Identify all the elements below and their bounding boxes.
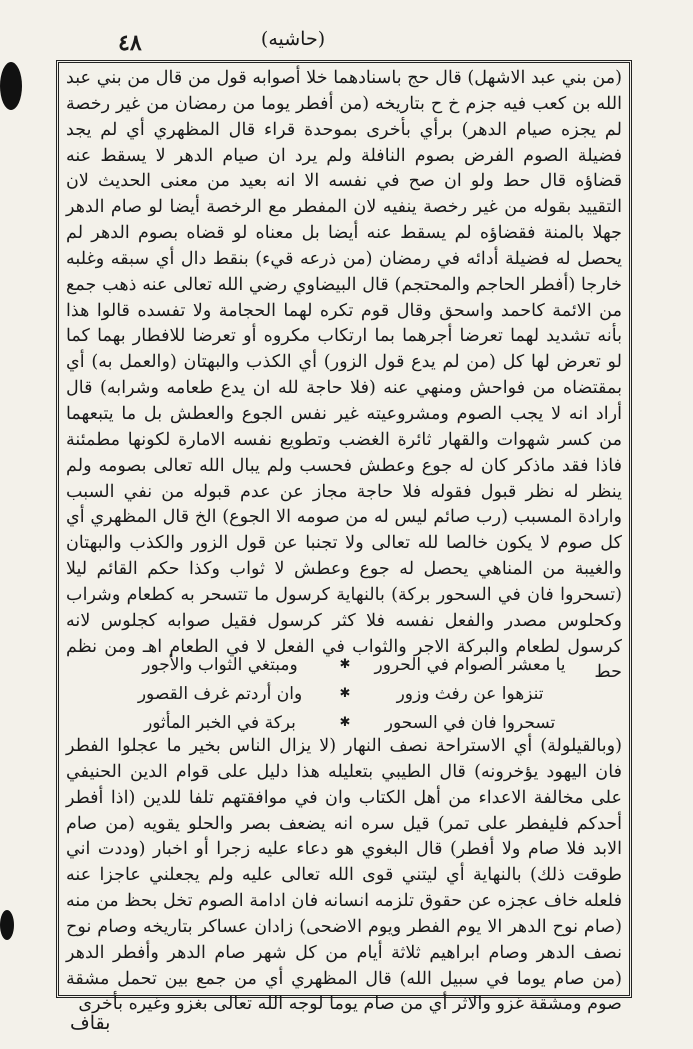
- verse-hemistich-first: يا معشر الصوام في الحرور: [374, 654, 566, 675]
- verse-hemistich-first: تسحروا فان في السحور: [384, 712, 556, 733]
- catchword: بقاف: [70, 1012, 111, 1034]
- poem-block: [120, 650, 570, 737]
- ink-blot-top: [0, 62, 22, 110]
- commentary-text-upper: [66, 66, 622, 686]
- poem-verse: [120, 708, 570, 737]
- commentary-paragraph-lower: (وبالقيلولة) أي الاستراحة نصف النهار (لا يزال الناس بخير ما عجلوا الفطر فان اليهود يؤخرونه) قال الطيبي بتعليله هذا دليل على قوام الدين الحنيفي على مخالفة الاعداء من أهل الكتاب وان في موافقتهم تلفا للدين (اذا أفطر أحدكم فليفطر على تمر) قيل سره انه يضعف بصر والحلو يقويه (من صام الابد فلا صام ولا أفطر) قال البغوي هو دعاء عليه زجرا أو اخبار (وددت اني طوقت ذلك) بالنهاية أي ليتني قوى الله تعالى عليه ولم يجعلني عاجزا عنه فلعله خاف عجزه عن حقوق تلزمه انسانه فان ادامة الصوم تخل بحظ من منه (صام نوح الدهر الا يوم الفطر ويوم الاضحى) زادان عساكر بتاريخه وصام نوح نصف الدهر وصام ابراهيم ثلاثة أيام من كل شهر صام الدهر وأفطر الدهر (من صام يوما في سبيل الله) قال المظهري أي من جمع بين تحمل مشقة صوم ومشقة غزو والاثر أي من صام يوما لوجه الله تعالى بغزو وغيره بأخرى: [66, 736, 622, 1015]
- star-separator-icon: ✱: [339, 715, 351, 730]
- page-heading: (حاشيه): [260, 28, 326, 50]
- poem-verse: [120, 650, 570, 679]
- star-separator-icon: ✱: [339, 657, 351, 672]
- poem-verse: [120, 679, 570, 708]
- verse-hemistich-second: وان أردتم غرف القصور: [137, 683, 303, 704]
- verse-hemistich-second: بركة في الخبر المأثور: [144, 712, 296, 733]
- ink-blot-bottom: [0, 910, 14, 940]
- verse-hemistich-first: تنزهوا عن رفث وزور: [396, 683, 544, 704]
- commentary-paragraph-upper: (من بني عبد الاشهل) قال حج باسنادهما خلا أصوابه قول من قال من بني عبد الله بن كعب فيه جزم خ ح بتاريخه (من أفطر يوما من رمضان من غير رخصة لم يجزه صيام الدهر) برأي بأخرى بموحدة قراء قال المظهري أي لم يجد فضيلة الصوم الفرض بصوم النافلة ولم يرد ان صيام الدهر لا يسقط عنه قضاؤه قال حط ولو ان صح في نفسه الا انه بعيد من معنى الحديث لان التقييد بقوله من غير رخصة ينفيه لان المفطر مع الرخصة أيضا لو صام الدهر جهلا بالمنة فقضاؤه لم يسقط عنه أيضا بل معناه لو قضاه بصوم الدهر لم يحصل له فضيلة أدائه في رمضان (من ذرعه قيء) بنقط دال أي سبقه وغلبه خارجا (أفطر الحاجم والمحتجم) قال البيضاوي رضي الله تعالى عنه ذهب جمع من الائمة كاحمد واسحق وقال قوم تكره لهما الحجامة ولا تفسده قالوا هذا بأنه تشديد لهما تعرضا أجرهما بما ارتكاب مكروه أو تعرضا للافطار بهما كما لو تعرض لها كل (من لم يدع قول الزور) أي الكذب والبهتان (والعمل به) أي بمقتضاه من فواحش ومنهي عنه (فلا حاجة لله ان يدع طعامه وشرابه) قال أراد انه لا يجب الصوم ومشروعيته غير نفس الجوع والعطش بل ما يتبعهما من كسر شهوات والقهار ثائرة الغضب وتطويع نفسه الامارة لكونها مطمئنة فاذا فقد ماذكر كان له جوع وعطش فحسب ولم يبال الله تعالى بصومه ولم ينظر له نظر قبول فقوله فلا حاجة مجاز عن عدم قبوله من نفي السبب وارادة المسبب (رب صائم ليس له من صومه الا الجوع) الخ قال المظهري أي كل صوم لا يكون خالصا لله تعالى ولا تجنبا عن قول الزور والكذب والبهتان والغيبة من المناهي يحصل له جوع وعطش لا ثواب وكذا حكم القائم ليلا (تسحروا فان في السحور بركة) بالنهاية كرسول ما تتسحر به كطعام وشراب وكحلوس مصدر والفعل نفسه فلا كثر كرسول فقيل صوابه كجلوس لانه كرسول لطعام والبركة الاجر والثواب في الفعل لا في الطعام اهـ ومن نظم حط: [66, 68, 622, 683]
- verse-hemistich-second: ومبتغي الثواب والأجور: [142, 654, 298, 675]
- page-number: ٤٨: [118, 30, 142, 56]
- star-separator-icon: ✱: [339, 686, 351, 701]
- commentary-text-lower: [66, 734, 622, 1018]
